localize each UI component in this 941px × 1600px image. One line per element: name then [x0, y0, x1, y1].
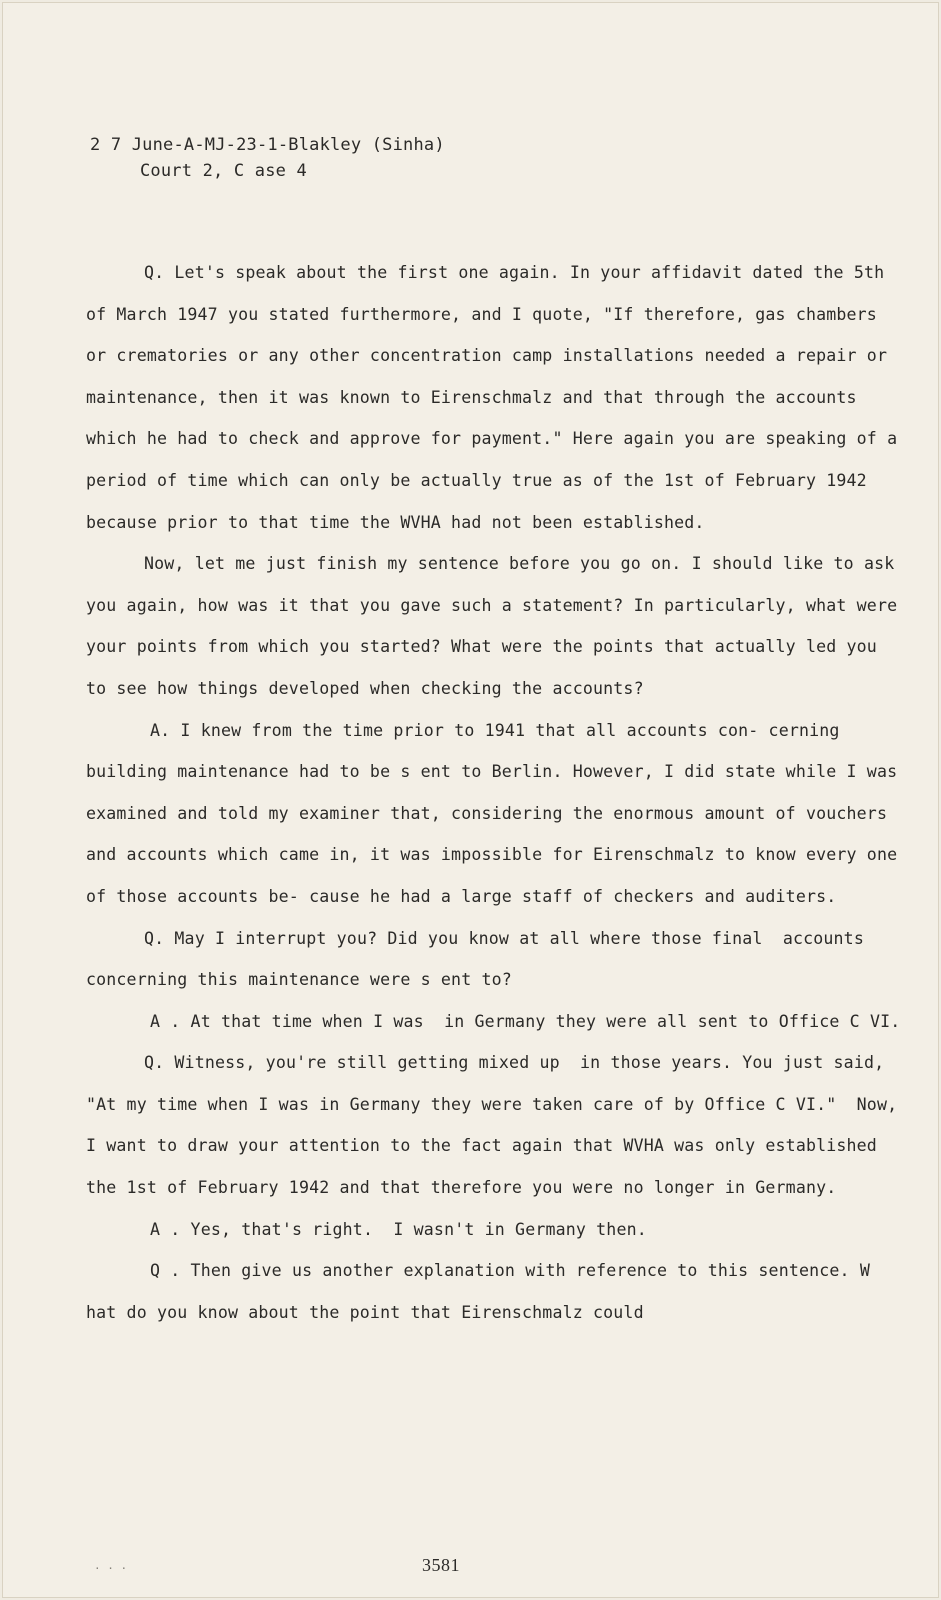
header-court-line: Court 2, C ase 4: [140, 161, 307, 181]
header-reference-line: 2 7 June-A-MJ-23-1-Blakley (Sinha): [90, 135, 445, 155]
margin-marks: · · ·: [94, 1562, 128, 1575]
paragraph-question-interrupt: Q. May I interrupt you? Did you know at all where those final accounts concerning this maintenance were s ent to?: [86, 928, 875, 990]
paragraph-question-affidavit: Q. Let's speak about the first one again. In your affidavit dated the 5th of March 1947 you stated furthermore, and I quote, "If therefore, gas chambers or crematories or any other concentration camp installations needed a repair or maintenance, then it was known to Eirenschmalz and that through the accounts which he had to check and approve for payment." Here again you are speaking of a period of time which can only be actually true as of the 1st of February 1942 because prior to that time the WVHA had not been established.: [86, 263, 908, 532]
paragraph-answer-accounts: A. I knew from the time prior to 1941 that all accounts con- cerning building maintenance had to be s ent to Berlin. However, I did state while I was examined and told my examiner that, considering the enormous amount of vouchers and accounts which came in, it was impossible for Eirenschmalz to know every one of those accounts be- cause he had a large staff of checkers and auditers.: [86, 720, 908, 906]
transcript-body: [86, 252, 906, 1333]
paragraph-answer-confirm: A . Yes, that's right. I wasn't in Germany then.: [150, 1219, 647, 1239]
document-header: [90, 132, 445, 184]
document-page: [2, 2, 939, 1598]
paragraph-question-followup: Now, let me just finish my sentence before you go on. I should like to ask you again, how was it that you gave such a statement? In particularly, what were your points from which you started? What were the points that actually led you to see how things developed when checking the accounts?: [86, 554, 908, 698]
paragraph-question-explanation: Q . Then give us another explanation with reference to this sentence. W hat do you know about the point that Eirenschmalz could: [86, 1261, 881, 1322]
paragraph-answer-office: A . At that time when I was in Germany they were all sent to Office C VI.: [150, 1011, 901, 1031]
page-number: 3581: [422, 1555, 460, 1575]
paragraph-question-witness: Q. Witness, you're still getting mixed up in those years. You just said, "At my time when I was in Germany they were taken care of by Office C VI." Now, I want to draw your attention to the fact again that WVHA was only established the 1st of February 1942 and that therefore you were no longer in Germany.: [86, 1053, 908, 1198]
